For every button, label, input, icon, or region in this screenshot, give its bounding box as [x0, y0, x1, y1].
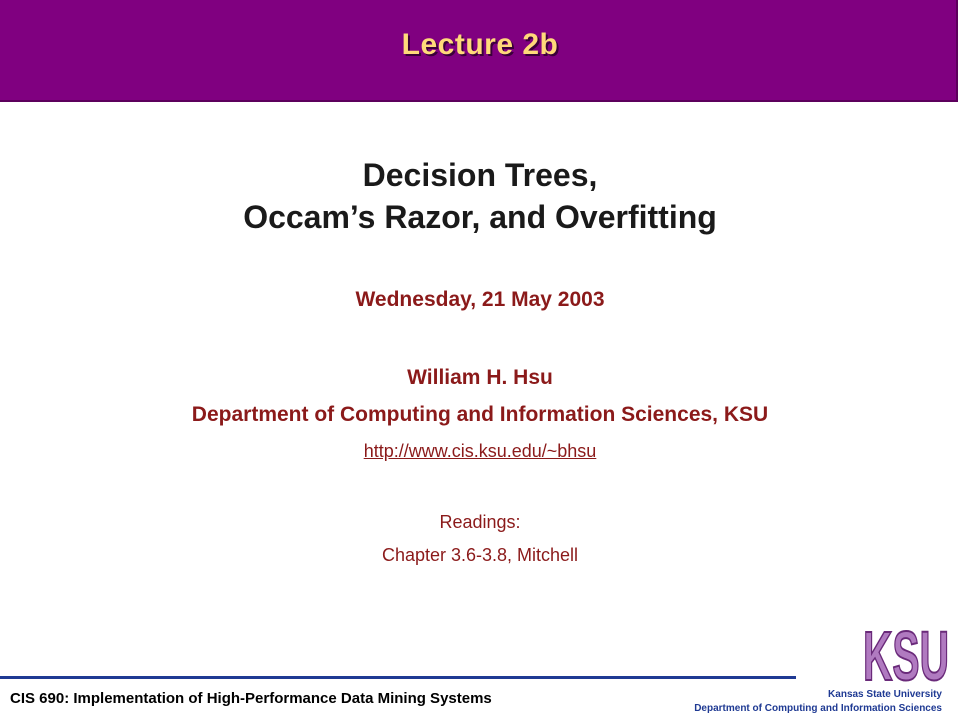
department-name: Department of Computing and Information Sciences: [694, 703, 942, 714]
slide-title-line-1: Decision Trees,: [362, 157, 598, 193]
lecture-date: Wednesday, 21 May 2003: [355, 288, 605, 311]
lecture-title: Lecture 2b: [401, 28, 559, 61]
footer-divider: [0, 676, 796, 679]
university-name: Kansas State University: [828, 689, 942, 700]
readings-label: Readings:: [439, 512, 521, 532]
readings-chapter: Chapter 3.6-3.8, Mitchell: [381, 545, 579, 565]
author-department: Department of Computing and Information Sciences, KSU: [191, 403, 769, 426]
footer-institution: [694, 688, 942, 716]
homepage-link[interactable]: http://www.cis.ksu.edu/~bhsu: [363, 441, 597, 461]
course-name: CIS 690: Implementation of High-Performance Data Mining Systems: [10, 690, 492, 707]
ksu-logo-text: KSU: [863, 618, 949, 688]
slide-title-line-2: Occam’s Razor, and Overfitting: [243, 199, 717, 235]
ksu-logo: [862, 618, 950, 688]
author-name: William H. Hsu: [407, 366, 553, 389]
